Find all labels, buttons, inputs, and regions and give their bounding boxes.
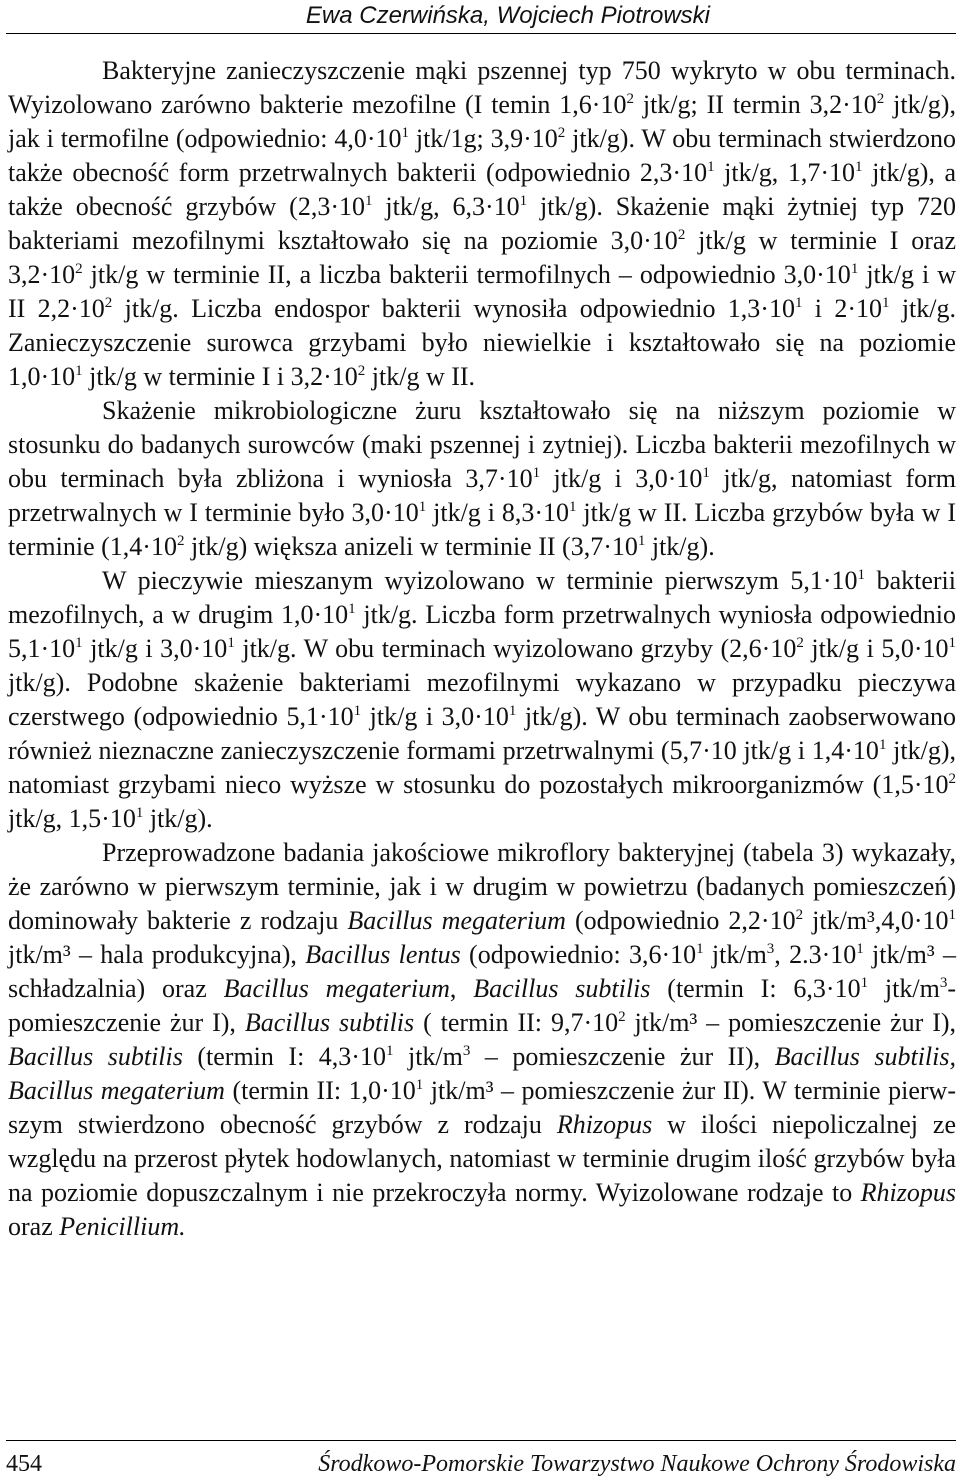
text-run: jtk/g), a także obecność grzybów (2,3·10 xyxy=(8,158,956,221)
exponent: 1 xyxy=(135,805,144,821)
text-run: jtk/g w terminie I oraz 3,2·10 xyxy=(8,226,956,289)
text-run: oraz xyxy=(8,1212,60,1241)
text-run: jtk/g, 1,7·10 xyxy=(714,158,856,187)
taxon-name: Rhizopus xyxy=(556,1110,653,1139)
text-run: - pomieszczenie żur I), xyxy=(8,974,956,1037)
text-run: jtk/g; II termin 3,2·10 xyxy=(633,90,877,119)
exponent: 1 xyxy=(353,703,362,719)
text-run: jtk/g w terminie II, a liczba bakterii termofilnych – odpowiednio 3,0·10 xyxy=(82,260,851,289)
text-run: jtk/g i 5,0·10 xyxy=(803,634,949,663)
text-run: jtk/g. Liczba form przetrwalnych wyniosła odpowiednio 5,1·10 xyxy=(8,600,956,663)
text-run: (termin II: 1,0·10 xyxy=(224,1076,416,1105)
exponent: 1 xyxy=(702,465,710,481)
exponent: 3 xyxy=(462,1043,471,1059)
exponent: 1 xyxy=(855,159,863,175)
exponent: 2 xyxy=(795,907,804,923)
text-run: jtk/g i 3,0·10 xyxy=(540,464,703,493)
exponent: 1 xyxy=(878,737,887,753)
text-run: jtk/g) większa anizeli w terminie II (3,7·10 xyxy=(184,532,638,561)
text-run: jtk/g w II. Liczba grzybów była w I terminie (1,4·10 xyxy=(8,498,956,561)
exponent: 1 xyxy=(857,567,866,583)
taxon-name: Bacillus subtilis xyxy=(8,1042,183,1071)
exponent: 1 xyxy=(856,941,864,957)
text-run: jtk/m xyxy=(393,1042,463,1071)
exponent: 2 xyxy=(948,771,956,787)
text-run: jtk/g). xyxy=(645,532,715,561)
text-run: , 2.3·10 xyxy=(774,940,857,969)
text-run: jtk/g, 6,3·10 xyxy=(372,192,520,221)
taxon-name: Bacillus subtilis xyxy=(244,1008,415,1037)
taxon-name: Bacillus subtilis, Bacillus megaterium xyxy=(8,1042,956,1105)
taxon-name: Bacillus subtilis xyxy=(473,974,651,1003)
text-run: jtk/g i w II 2,2·10 xyxy=(8,260,956,323)
exponent: 1 xyxy=(348,601,356,617)
text-run: jtk/g. W obu terminach wyizolowano grzyby (2,6·10 xyxy=(234,634,797,663)
text-run: , xyxy=(449,974,474,1003)
taxon-name: Bacillus lentus xyxy=(305,940,461,969)
footer-rule xyxy=(6,1440,956,1441)
text-run: jtk/g). W obu terminach stwierdzono także obecność form przetrwalnych bakterii (odpowiednio 2,3·10 xyxy=(8,124,956,187)
paragraph xyxy=(8,836,956,1244)
text-run: (termin I: 4,3·10 xyxy=(182,1042,386,1071)
exponent: 1 xyxy=(519,193,528,209)
taxon-name: Bacillus megaterium xyxy=(223,974,450,1003)
text-run: jtk/g. Zanieczyszczenie surowca grzybami było niewielkie i kształtowało się na poziomie 1,0·10 xyxy=(8,294,956,391)
exponent: 2 xyxy=(357,363,366,379)
exponent: 2 xyxy=(677,227,686,243)
exponent: 1 xyxy=(707,159,715,175)
text-run: Skażenie mikrobiologiczne żuru kształtowało się na niższym poziomie w stosunku do badanych surowców (maki pszennej i zytniej). Liczba bakterii mezofilnych w obu terminach była zbliżona i wyniosła 3,7·10 xyxy=(8,396,956,493)
text-run: jtk/m³ – pomieszczenie żur II). W terminie pierwszym stwierdzono obecność grzybów z rodzaju xyxy=(8,1076,956,1139)
text-run: (termin I: 6,3·10 xyxy=(650,974,861,1003)
text-run: jtk/g). Podobne skażenie bakteriami mezofilnymi wykazano w przypadku pieczywa czerstwego (odpowiednio 5,1·10 xyxy=(8,668,956,731)
text-run: jtk/m³,4,0·10 xyxy=(803,906,949,935)
exponent: 1 xyxy=(401,125,409,141)
exponent: 2 xyxy=(557,125,566,141)
text-run: jtk/g, 1,5·10 xyxy=(8,804,136,833)
exponent: 1 xyxy=(418,499,427,515)
text-run: Przeprowadzone badania jakościowe mikroflory bakteryjnej (tabela 3) wykazały, że zarówno w pierwszym terminie, jak i w drugim w powietrzu (badanych pomieszczeń) dominowały bakterie z rodzaju xyxy=(8,838,956,935)
text-run: Bakteryjne zanieczyszczenie mąki pszennej typ 750 wykryto w obu terminach. Wyizolowano zarówno bakterie mezofilne (I temin 1,6·10 xyxy=(8,56,956,119)
text-run: jtk/g i 8,3·10 xyxy=(426,498,570,527)
exponent: 2 xyxy=(75,261,83,277)
exponent: 1 xyxy=(75,363,83,379)
text-run: jtk/g, natomiast form przetrwalnych w I terminie było 3,0·10 xyxy=(8,464,956,527)
exponent: 1 xyxy=(415,1077,424,1093)
exponent: 3 xyxy=(766,941,775,957)
text-run: jtk/g w II. xyxy=(365,362,476,391)
text-run: jtk/g). Skażenie mąki żytniej typ 720 bakteriami mezofilnymi kształtowało się na poziomie 3,0·10 xyxy=(8,192,957,255)
text-run: ( termin II: 9,7·10 xyxy=(414,1008,619,1037)
text-run: jtk/g). W obu terminach zaobserwowano również nieznaczne zanieczyszczenie formami przetrwalnymi (5,7·10 jtk/g i 1,4·10 xyxy=(8,702,956,765)
text-run: jtk/m³ – schładzalnia) oraz xyxy=(8,940,956,1003)
text-run: w ilości niepoliczalnej ze względu na przerost płytek hodowlanych, natomiast w terminie drugim ilość grzybów była na poziomie dopuszczalnym i nie przekroczyła normy. Wyizolowane rodzaje to xyxy=(8,1110,956,1207)
exponent: 1 xyxy=(696,941,704,957)
exponent: 2 xyxy=(104,295,113,311)
text-run: (odpowiednio 2,2·10 xyxy=(565,906,796,935)
exponent: 1 xyxy=(569,499,577,515)
text-run: jtk/g w terminie I i 3,2·10 xyxy=(82,362,358,391)
exponent: 2 xyxy=(796,635,804,651)
exponent: 1 xyxy=(227,635,235,651)
exponent: 2 xyxy=(876,91,885,107)
exponent: 2 xyxy=(626,91,634,107)
text-run: jtk/g i 3,0·10 xyxy=(361,702,509,731)
text-run: i 2·10 xyxy=(802,294,882,323)
text-run: bakterii mezofilnych, a w drugim 1,0·10 xyxy=(8,566,956,629)
text-run: – pomieszczenie żur II), xyxy=(470,1042,775,1071)
exponent: 3 xyxy=(939,975,948,991)
journal-name: Środkowo-Pomorskie Towarzystwo Naukowe Ochrony Środowiska xyxy=(318,1451,956,1477)
exponent: 1 xyxy=(385,1043,394,1059)
exponent: 1 xyxy=(882,295,890,311)
paragraph xyxy=(8,564,956,836)
paragraph xyxy=(8,394,956,564)
body-text xyxy=(8,54,956,1244)
exponent: 1 xyxy=(860,975,869,991)
text-run: W pieczywie mieszanym wyizolowano w terminie pierwszym 5,1·10 xyxy=(102,566,858,595)
text-run: jtk/m³ – pomieszczenie żur I), xyxy=(625,1008,957,1037)
text-run: jtk/g. Liczba endospor bakterii wynosiła odpowiednio 1,3·10 xyxy=(112,294,795,323)
text-run: jtk/m xyxy=(703,940,767,969)
running-head-authors: Ewa Czerwińska, Wojciech Piotrowski xyxy=(305,2,710,29)
page-number: 454 xyxy=(6,1451,42,1477)
exponent: 1 xyxy=(948,635,956,651)
exponent: 1 xyxy=(794,295,803,311)
exponent: 1 xyxy=(365,193,373,209)
text-run: jtk/g i 3,0·10 xyxy=(82,634,228,663)
text-run: jtk/1g; 3,9·10 xyxy=(409,124,558,153)
exponent: 1 xyxy=(75,635,83,651)
header-rule xyxy=(6,33,956,34)
exponent: 1 xyxy=(948,907,956,923)
exponent: 2 xyxy=(618,1009,626,1025)
exponent: 1 xyxy=(850,261,859,277)
page-footer xyxy=(6,1450,956,1480)
taxon-name: Rhizopus xyxy=(860,1178,956,1207)
taxon-name: Bacillus megaterium xyxy=(347,906,566,935)
exponent: 1 xyxy=(532,465,541,481)
text-run: (odpowiednio: 3,6·10 xyxy=(460,940,697,969)
text-run: jtk/m xyxy=(868,974,940,1003)
text-run: jtk/g). xyxy=(143,804,213,833)
exponent: 1 xyxy=(508,703,517,719)
exponent: 2 xyxy=(176,533,185,549)
paragraph xyxy=(8,54,956,394)
exponent: 1 xyxy=(637,533,646,549)
text-run: jtk/g), jak i termofilne (odpowiednio: 4,0·10 xyxy=(8,90,956,153)
text-run: jtk/g), natomiast grzybami nieco wyższe w stosunku do pozostałych mikroorganizmów (1,5·10 xyxy=(8,736,956,799)
text-run: jtk/m³ – hala produkcyjna), xyxy=(8,940,306,969)
taxon-name: Penicillium. xyxy=(59,1212,186,1241)
